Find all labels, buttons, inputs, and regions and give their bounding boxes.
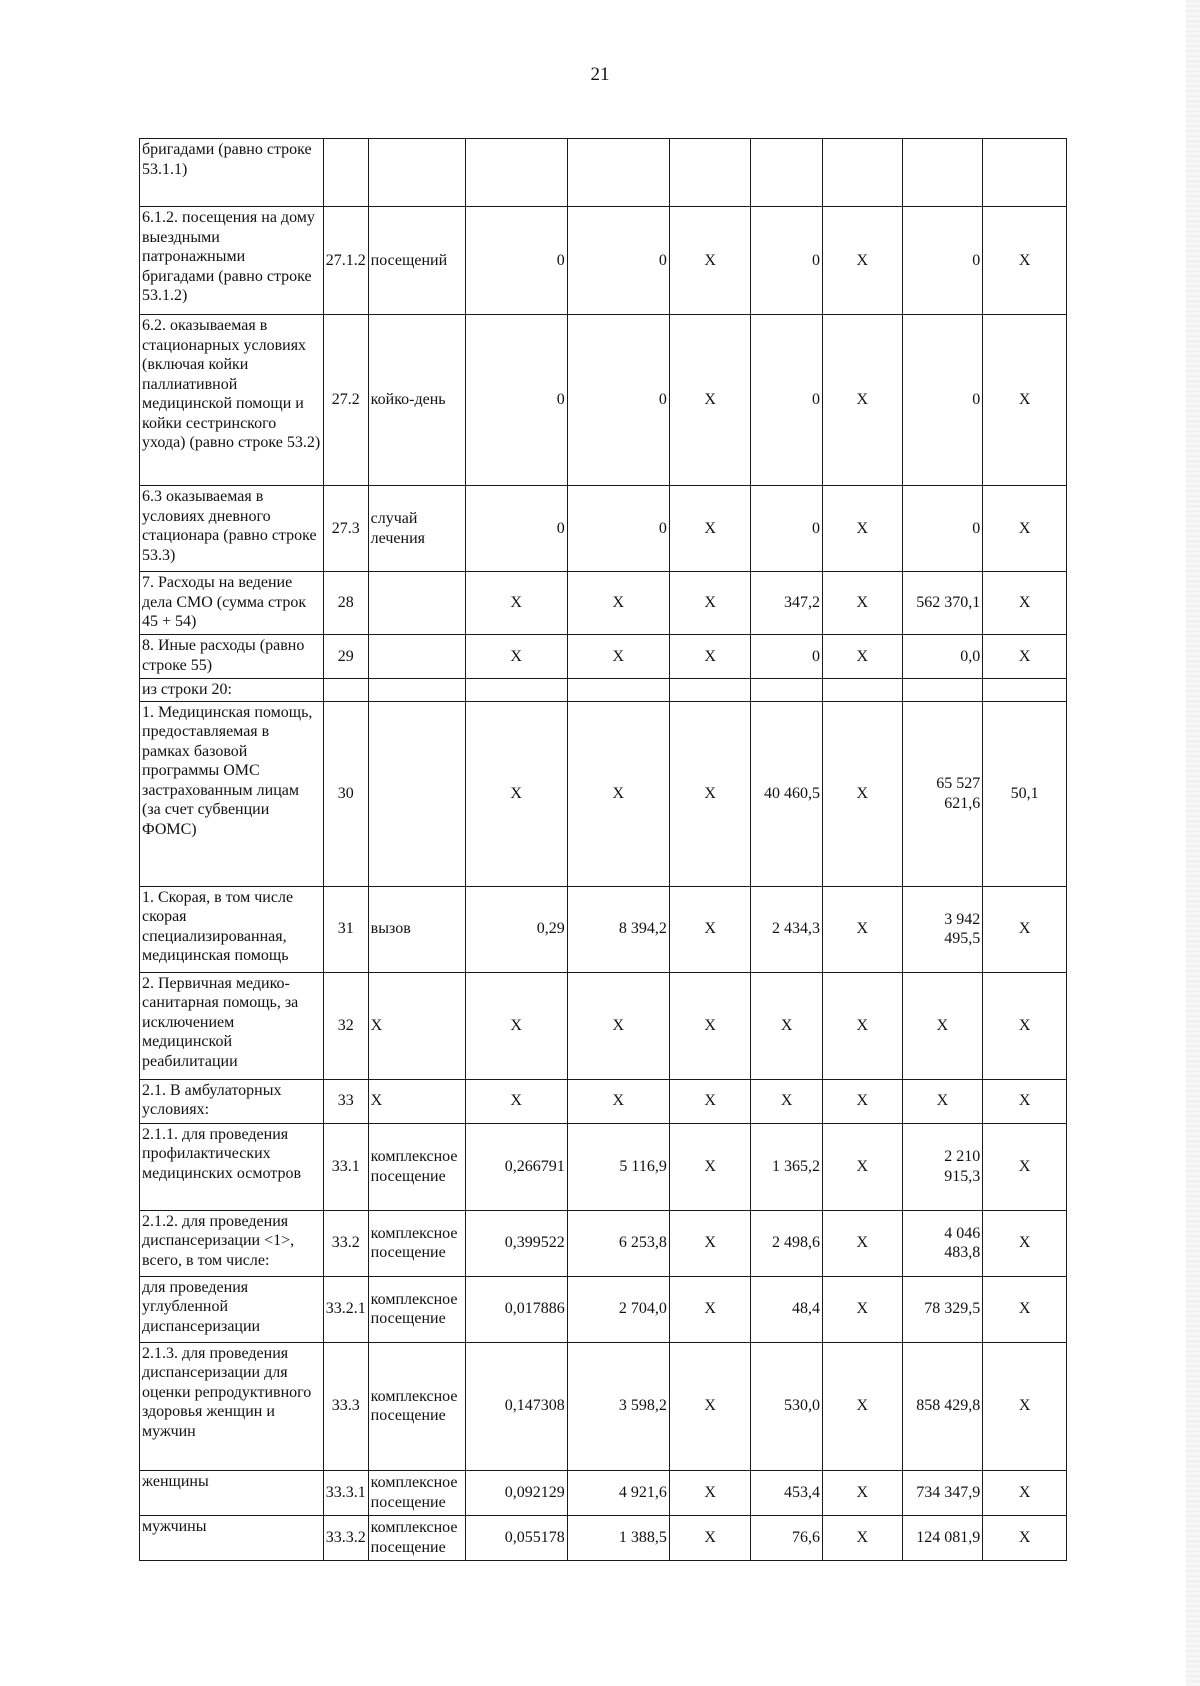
row-unit: комплексное посещение xyxy=(368,1276,465,1342)
table-row xyxy=(140,679,1067,702)
cell-total-budget: Х xyxy=(822,1079,902,1123)
cell-percent xyxy=(983,679,1067,702)
cell-per-capita-oms xyxy=(751,139,822,207)
row-code: 31 xyxy=(323,886,368,972)
table-row xyxy=(140,1342,1067,1470)
row-code: 33.2 xyxy=(323,1210,368,1276)
row-unit: случай лечения xyxy=(368,486,465,572)
cell-per-capita-oms: 0 xyxy=(751,635,822,679)
table-row xyxy=(140,1470,1067,1515)
row-unit xyxy=(368,635,465,679)
cell-total-oms xyxy=(902,139,983,207)
cell-norm-cost: 0 xyxy=(567,486,669,572)
cell-total-oms: 65 527 621,6 xyxy=(902,701,983,886)
row-code: 27.2 xyxy=(323,315,368,486)
cell-norm-volume: 0,147308 xyxy=(465,1342,567,1470)
row-unit: комплексное посещение xyxy=(368,1210,465,1276)
row-code xyxy=(323,139,368,207)
cell-per-capita-budget: Х xyxy=(669,635,751,679)
cell-norm-volume: 0,29 xyxy=(465,886,567,972)
cell-norm-cost xyxy=(567,679,669,702)
cell-norm-volume: Х xyxy=(465,972,567,1079)
page-number: 21 xyxy=(590,64,610,85)
cell-norm-cost: Х xyxy=(567,635,669,679)
table-row xyxy=(140,139,1067,207)
cell-total-oms: 3 942 495,5 xyxy=(902,886,983,972)
row-code: 33.1 xyxy=(323,1123,368,1210)
row-name: 6.3 оказываемая в условиях дневного стационара (равно строке 53.3) xyxy=(140,486,324,572)
cell-per-capita-budget: Х xyxy=(669,207,751,315)
row-unit: комплексное посещение xyxy=(368,1515,465,1560)
cell-norm-cost xyxy=(567,139,669,207)
cell-total-oms: 734 347,9 xyxy=(902,1470,983,1515)
cell-norm-volume: 0,092129 xyxy=(465,1470,567,1515)
cell-percent: Х xyxy=(983,1123,1067,1210)
cell-norm-cost: Х xyxy=(567,972,669,1079)
cell-per-capita-oms: 347,2 xyxy=(751,572,822,635)
row-name: 1. Скорая, в том числе скорая специализированная, медицинская помощь xyxy=(140,886,324,972)
row-unit: Х xyxy=(368,1079,465,1123)
cell-per-capita-budget: Х xyxy=(669,1470,751,1515)
cell-total-budget xyxy=(822,679,902,702)
row-name: из строки 20: xyxy=(140,679,324,702)
cell-per-capita-budget: Х xyxy=(669,1342,751,1470)
cell-norm-cost: 0 xyxy=(567,315,669,486)
cell-percent: 50,1 xyxy=(983,701,1067,886)
cell-norm-cost: 2 704,0 xyxy=(567,1276,669,1342)
cell-norm-volume: 0 xyxy=(465,486,567,572)
cell-norm-cost: 0 xyxy=(567,207,669,315)
table-row xyxy=(140,1123,1067,1210)
table-row xyxy=(140,207,1067,315)
row-unit: Х xyxy=(368,972,465,1079)
cell-per-capita-oms: 2 498,6 xyxy=(751,1210,822,1276)
row-code: 28 xyxy=(323,572,368,635)
table-row xyxy=(140,572,1067,635)
cell-total-budget: Х xyxy=(822,701,902,886)
row-name: мужчины xyxy=(140,1515,324,1560)
cell-norm-volume: 0 xyxy=(465,315,567,486)
cell-total-oms: 4 046 483,8 xyxy=(902,1210,983,1276)
row-unit: комплексное посещение xyxy=(368,1342,465,1470)
cell-per-capita-budget: Х xyxy=(669,972,751,1079)
cell-norm-volume: Х xyxy=(465,1079,567,1123)
cell-per-capita-oms: Х xyxy=(751,972,822,1079)
cell-total-budget: Х xyxy=(822,1210,902,1276)
table-row xyxy=(140,1276,1067,1342)
row-unit xyxy=(368,701,465,886)
row-unit xyxy=(368,139,465,207)
cell-percent: Х xyxy=(983,1079,1067,1123)
table-row xyxy=(140,1515,1067,1560)
row-name: 7. Расходы на ведение дела СМО (сумма строк 45 + 54) xyxy=(140,572,324,635)
cell-total-oms: 2 210 915,3 xyxy=(902,1123,983,1210)
cell-per-capita-budget: Х xyxy=(669,1123,751,1210)
cell-total-oms: 0 xyxy=(902,315,983,486)
cell-total-oms: 78 329,5 xyxy=(902,1276,983,1342)
row-name: бригадами (равно строке 53.1.1) xyxy=(140,139,324,207)
cell-norm-volume: 0,266791 xyxy=(465,1123,567,1210)
cell-per-capita-oms: 453,4 xyxy=(751,1470,822,1515)
cell-per-capita-oms: 76,6 xyxy=(751,1515,822,1560)
row-name: 2.1.3. для проведения диспансеризации для оценки репродуктивного здоровья женщин и мужчин xyxy=(140,1342,324,1470)
row-name: 2.1.1. для проведения профилактических медицинских осмотров xyxy=(140,1123,324,1210)
cell-norm-cost: 3 598,2 xyxy=(567,1342,669,1470)
table-row xyxy=(140,1079,1067,1123)
cell-norm-volume: 0 xyxy=(465,207,567,315)
cell-percent: Х xyxy=(983,315,1067,486)
cell-norm-cost: 5 116,9 xyxy=(567,1123,669,1210)
cell-per-capita-oms: 0 xyxy=(751,486,822,572)
cell-per-capita-budget: Х xyxy=(669,1276,751,1342)
row-unit: койко-день xyxy=(368,315,465,486)
cell-norm-cost: 6 253,8 xyxy=(567,1210,669,1276)
row-code: 33.2.1 xyxy=(323,1276,368,1342)
table-body xyxy=(140,139,1067,1561)
cell-per-capita-oms: 530,0 xyxy=(751,1342,822,1470)
cell-per-capita-oms: 0 xyxy=(751,207,822,315)
cell-total-budget: Х xyxy=(822,1276,902,1342)
cell-total-oms xyxy=(902,679,983,702)
cell-norm-volume: Х xyxy=(465,572,567,635)
cell-total-oms: 858 429,8 xyxy=(902,1342,983,1470)
cell-percent: Х xyxy=(983,1342,1067,1470)
cell-total-budget: Х xyxy=(822,972,902,1079)
cell-percent: Х xyxy=(983,1210,1067,1276)
cell-per-capita-budget xyxy=(669,139,751,207)
cell-per-capita-budget: Х xyxy=(669,1515,751,1560)
table-row xyxy=(140,1210,1067,1276)
row-code: 33 xyxy=(323,1079,368,1123)
cell-per-capita-oms: 40 460,5 xyxy=(751,701,822,886)
row-code: 27.1.2 xyxy=(323,207,368,315)
cell-total-oms: 0 xyxy=(902,486,983,572)
cell-norm-volume xyxy=(465,679,567,702)
cell-per-capita-oms: 1 365,2 xyxy=(751,1123,822,1210)
cell-norm-volume: 0,017886 xyxy=(465,1276,567,1342)
cell-per-capita-budget: Х xyxy=(669,1079,751,1123)
row-code: 27.3 xyxy=(323,486,368,572)
row-name: женщины xyxy=(140,1470,324,1515)
row-unit xyxy=(368,679,465,702)
cell-total-oms: 0,0 xyxy=(902,635,983,679)
cell-per-capita-budget: Х xyxy=(669,701,751,886)
row-code: 30 xyxy=(323,701,368,886)
cell-percent: Х xyxy=(983,635,1067,679)
cell-per-capita-oms xyxy=(751,679,822,702)
cell-norm-volume: Х xyxy=(465,701,567,886)
cell-per-capita-budget: Х xyxy=(669,1210,751,1276)
cell-per-capita-oms: 2 434,3 xyxy=(751,886,822,972)
table-row xyxy=(140,886,1067,972)
cell-norm-cost: Х xyxy=(567,572,669,635)
cell-total-budget: Х xyxy=(822,1470,902,1515)
row-unit xyxy=(368,572,465,635)
cell-total-budget: Х xyxy=(822,1123,902,1210)
cell-total-oms: 562 370,1 xyxy=(902,572,983,635)
table-row xyxy=(140,635,1067,679)
row-code: 33.3 xyxy=(323,1342,368,1470)
cell-percent: Х xyxy=(983,207,1067,315)
financing-table xyxy=(139,138,1067,1561)
cell-norm-cost: 8 394,2 xyxy=(567,886,669,972)
row-code: 32 xyxy=(323,972,368,1079)
row-name: 2.1. В амбулаторных условиях: xyxy=(140,1079,324,1123)
cell-norm-cost: 1 388,5 xyxy=(567,1515,669,1560)
cell-percent: Х xyxy=(983,972,1067,1079)
row-name: для проведения углубленной диспансеризации xyxy=(140,1276,324,1342)
cell-percent xyxy=(983,139,1067,207)
cell-norm-cost: Х xyxy=(567,701,669,886)
row-name: 6.2. оказываемая в стационарных условиях (включая койки паллиативной медицинской помощи и койки сестринского ухода) (равно строке 53.2) xyxy=(140,315,324,486)
table-row xyxy=(140,972,1067,1079)
cell-total-budget: Х xyxy=(822,486,902,572)
cell-per-capita-oms: 48,4 xyxy=(751,1276,822,1342)
cell-per-capita-budget xyxy=(669,679,751,702)
cell-percent: Х xyxy=(983,1276,1067,1342)
table-row xyxy=(140,701,1067,886)
row-unit: комплексное посещение xyxy=(368,1123,465,1210)
cell-norm-volume: Х xyxy=(465,635,567,679)
cell-per-capita-budget: Х xyxy=(669,315,751,486)
cell-total-budget: Х xyxy=(822,1342,902,1470)
cell-norm-cost: Х xyxy=(567,1079,669,1123)
cell-percent: Х xyxy=(983,572,1067,635)
cell-norm-cost: 4 921,6 xyxy=(567,1470,669,1515)
cell-total-budget: Х xyxy=(822,1515,902,1560)
cell-percent: Х xyxy=(983,486,1067,572)
row-code: 33.3.2 xyxy=(323,1515,368,1560)
cell-per-capita-budget: Х xyxy=(669,886,751,972)
row-name: 2. Первичная медико-санитарная помощь, за исключением медицинской реабилитации xyxy=(140,972,324,1079)
row-unit: комплексное посещение xyxy=(368,1470,465,1515)
table-row xyxy=(140,315,1067,486)
row-unit: посещений xyxy=(368,207,465,315)
cell-per-capita-budget: Х xyxy=(669,572,751,635)
cell-total-budget: Х xyxy=(822,315,902,486)
cell-total-budget: Х xyxy=(822,635,902,679)
cell-per-capita-budget: Х xyxy=(669,486,751,572)
row-name: 1. Медицинская помощь, предоставляемая в рамках базовой программы ОМС застрахованным лицам (за счет субвенции ФОМС) xyxy=(140,701,324,886)
cell-total-oms: Х xyxy=(902,1079,983,1123)
cell-norm-volume xyxy=(465,139,567,207)
cell-per-capita-oms: 0 xyxy=(751,315,822,486)
cell-total-budget xyxy=(822,139,902,207)
scan-edge xyxy=(1186,0,1200,1686)
table-row xyxy=(140,486,1067,572)
row-code: 29 xyxy=(323,635,368,679)
row-unit: вызов xyxy=(368,886,465,972)
row-code xyxy=(323,679,368,702)
cell-total-budget: Х xyxy=(822,207,902,315)
cell-total-oms: 0 xyxy=(902,207,983,315)
row-name: 8. Иные расходы (равно строке 55) xyxy=(140,635,324,679)
cell-total-oms: 124 081,9 xyxy=(902,1515,983,1560)
cell-total-budget: Х xyxy=(822,886,902,972)
cell-per-capita-oms: Х xyxy=(751,1079,822,1123)
row-code: 33.3.1 xyxy=(323,1470,368,1515)
cell-percent: Х xyxy=(983,1515,1067,1560)
cell-percent: Х xyxy=(983,886,1067,972)
row-name: 6.1.2. посещения на дому выездными патронажными бригадами (равно строке 53.1.2) xyxy=(140,207,324,315)
cell-total-oms: Х xyxy=(902,972,983,1079)
cell-norm-volume: 0,399522 xyxy=(465,1210,567,1276)
cell-total-budget: Х xyxy=(822,572,902,635)
cell-norm-volume: 0,055178 xyxy=(465,1515,567,1560)
row-name: 2.1.2. для проведения диспансеризации <1>, всего, в том числе: xyxy=(140,1210,324,1276)
cell-percent: Х xyxy=(983,1470,1067,1515)
